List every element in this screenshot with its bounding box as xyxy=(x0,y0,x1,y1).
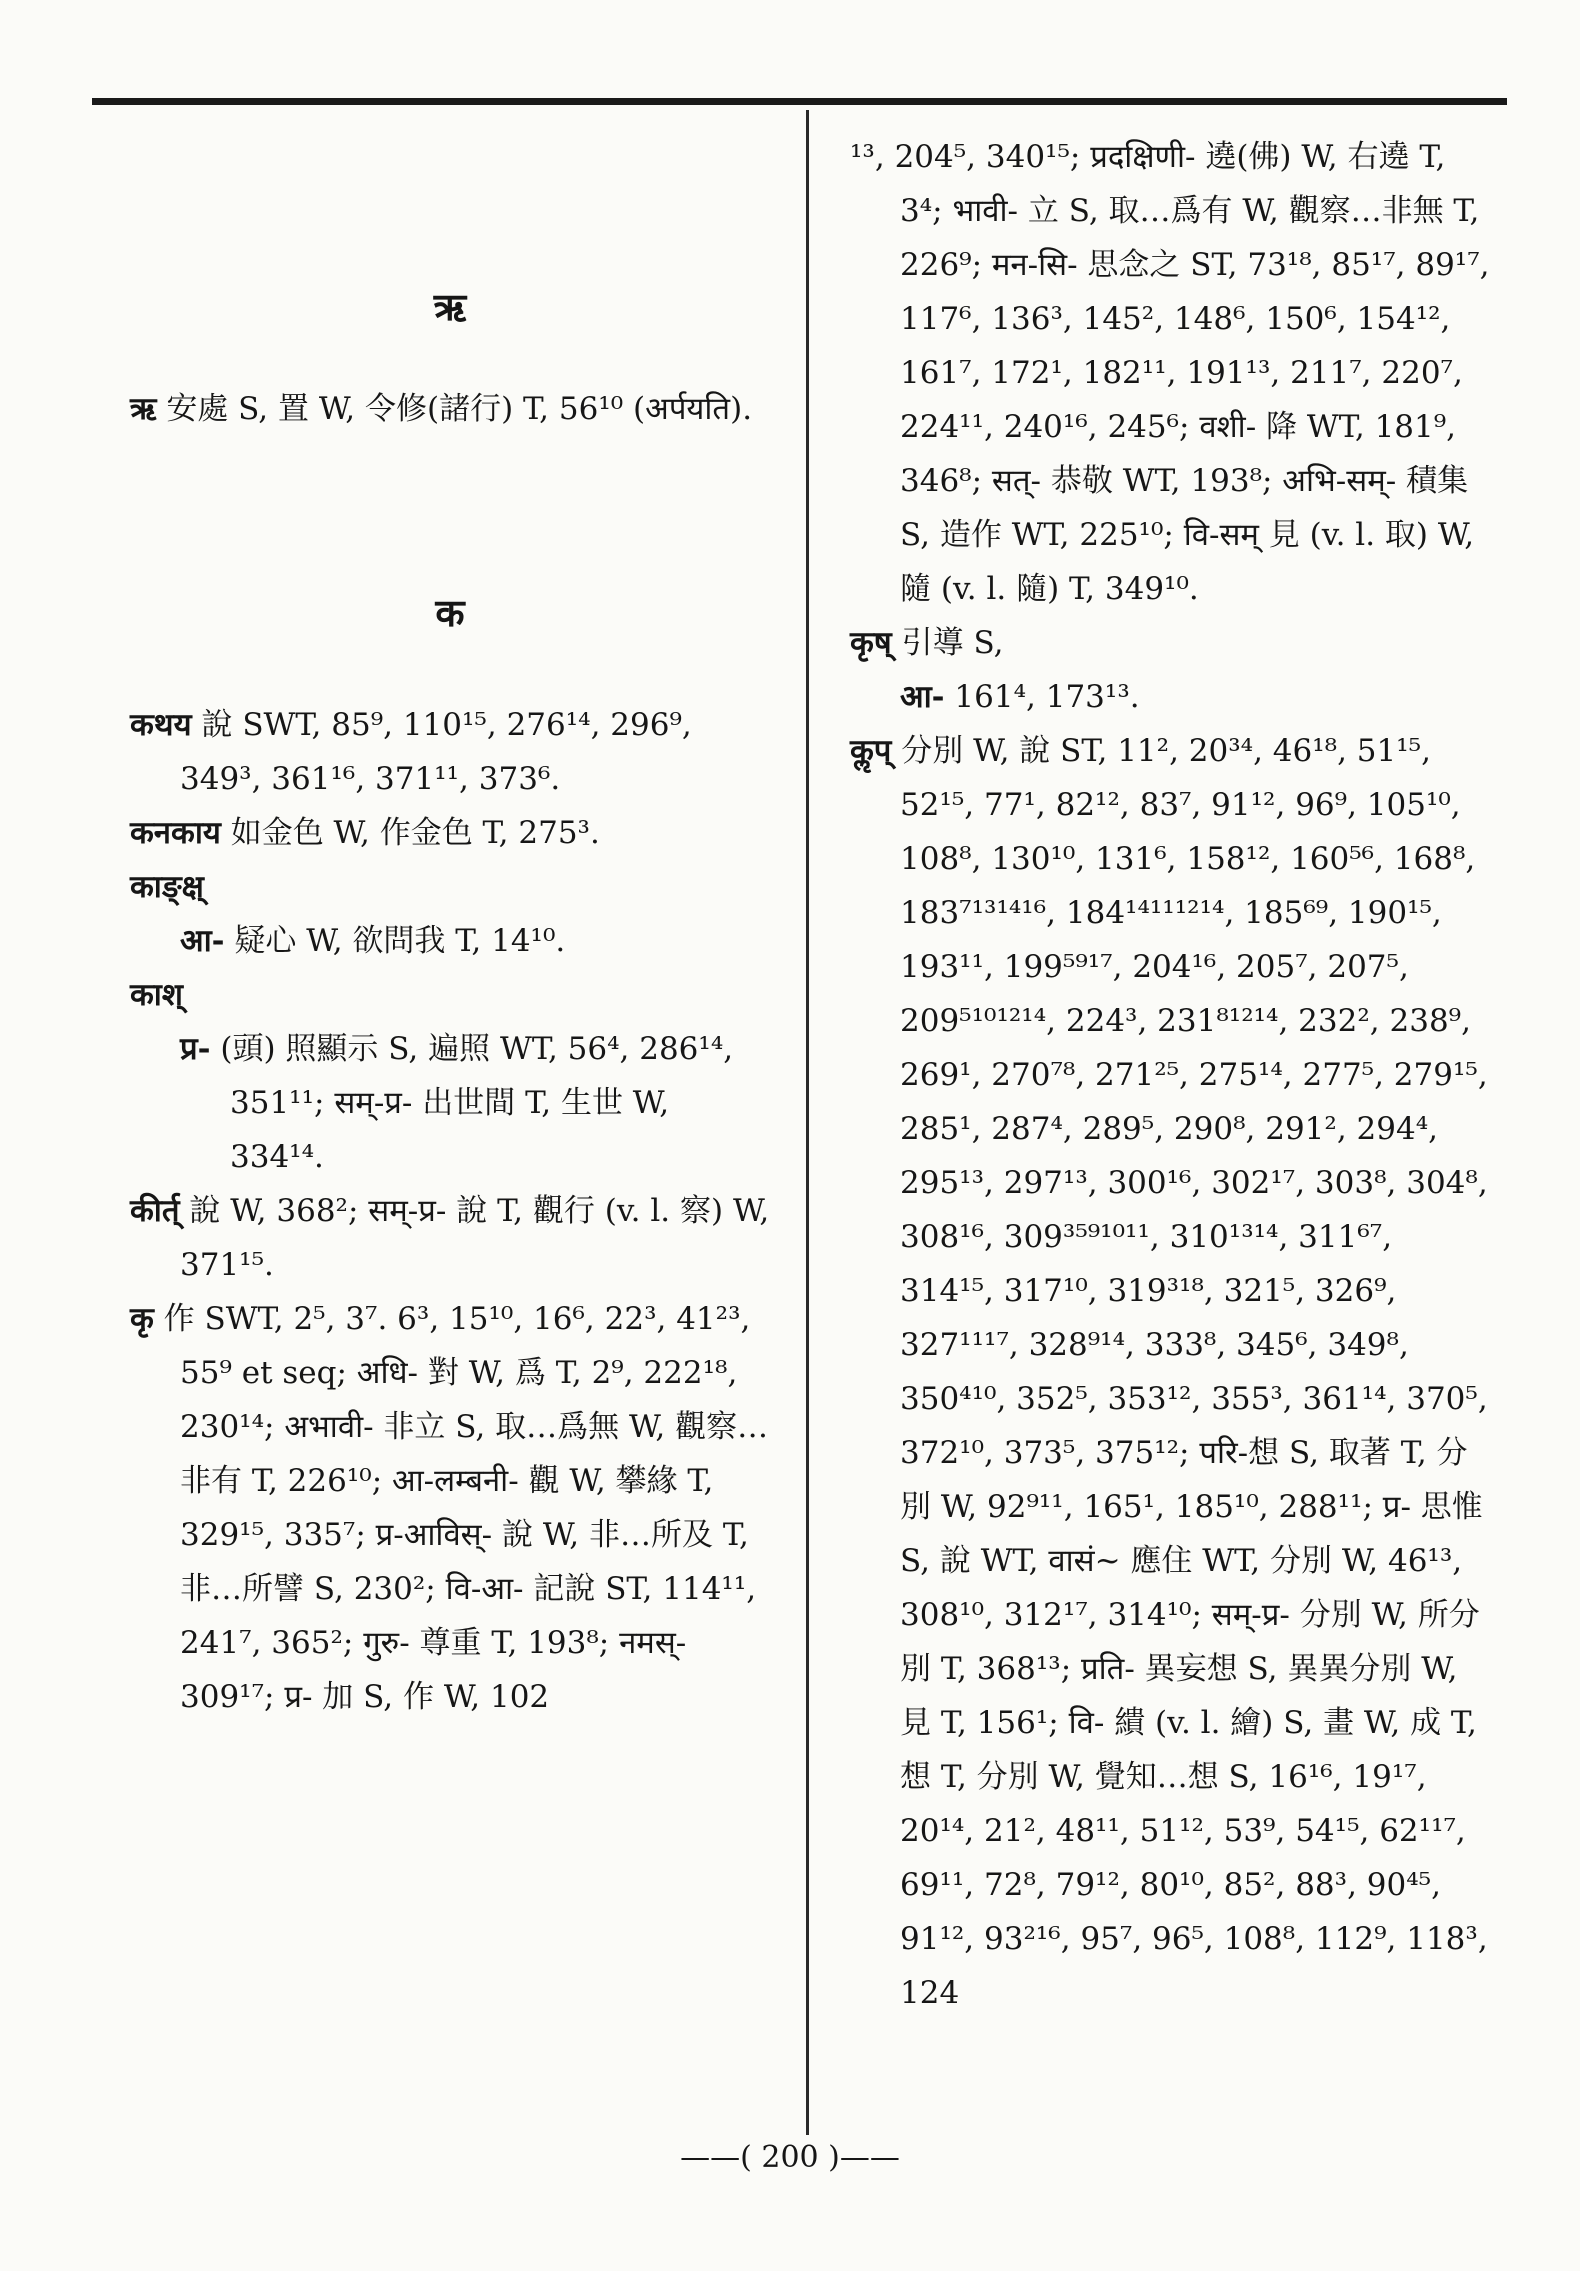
entry-text: 作 SWT, 2⁵, 3⁷. 6³, 15¹⁰, 16⁶, 22³, 41²³, 55⁹ et seq; अधि- 對 W, 爲 T, 2⁹, 222¹⁸, 230¹⁴; अभावी- 非立 S, 取…爲無 W, 觀察…非有 T, 226¹⁰; आ-लम्बनी- 觀 W, 攀緣 T, 329¹⁵, 335⁷; प्र-आविस्- 說 W, 非…所及 T, 非…所譬 S, 230²; वि-आ- 記說 ST, 114¹¹, 241⁷, 365²; गुरु- 尊重 T, 193⁸; नमस्- 309¹⁷; प्र- 加 S, 作 W, 102 xyxy=(163,1301,769,1715)
head-word: आ- xyxy=(900,679,945,715)
entry-text: 疑心 W, 欲問我 T, 14¹⁰. xyxy=(234,923,566,959)
entry-text: 說 SWT, 85⁹, 110¹⁵, 276¹⁴, 296⁹, 349³, 361¹⁶, 371¹¹, 373⁶. xyxy=(180,707,692,797)
dictionary-subentry xyxy=(180,1022,770,1184)
section-heading: ऋ xyxy=(433,284,467,329)
dictionary-subentry xyxy=(900,670,1490,724)
head-word: कृ xyxy=(130,1301,154,1337)
head-word: कनकाय xyxy=(130,815,221,851)
dictionary-entry xyxy=(130,1184,770,1292)
top-rule xyxy=(92,98,1507,105)
entry-text: ¹³, 204⁵, 340¹⁵; प्रदक्षिणी- 遶(佛) W, 右遶 T, 3⁴; भावी- 立 S, 取…爲有 W, 觀察…非無 T, 226⁹; मन-सि- 思念之 ST, 73¹⁸, 85¹⁷, 89¹⁷, 117⁶, 136³, 145², 148⁶, 150⁶, 154¹², 161⁷, 172¹, 182¹¹, 191¹³, 211⁷, 220⁷, 224¹¹, 240¹⁶, 245⁶; वशी- 降 WT, 181⁹, 346⁸; सत्- 恭敬 WT, 193⁸; अभि-सम्- 積集 S, 造作 WT, 225¹⁰; वि-सम् 見 (v. l. 取) W, 隨 (v. l. 隨) T, 349¹⁰. xyxy=(850,139,1490,607)
dictionary-entry xyxy=(130,860,770,914)
head-word: आ- xyxy=(180,923,225,959)
head-word: काङ्क्ष् xyxy=(130,869,204,905)
entry-text: 161⁴, 173¹³. xyxy=(954,679,1140,715)
column-divider xyxy=(806,110,809,2135)
entry-text: (頭) 照顯示 S, 遍照 WT, 56⁴, 286¹⁴, 351¹¹; सम्-प्र- 出世間 T, 生世 W, 334¹⁴. xyxy=(220,1031,734,1175)
left-column xyxy=(130,130,770,1724)
dictionary-entry xyxy=(130,698,770,806)
dictionary-entry xyxy=(130,1292,770,1724)
head-word: ऋ xyxy=(130,391,157,427)
entry-text: 分別 W, 說 ST, 11², 20³⁴, 46¹⁸, 51¹⁵, 52¹⁵, 77¹, 82¹², 83⁷, 91¹², 96⁹, 105¹⁰, 108⁸, 130¹⁰, 131⁶, 158¹², 160⁵⁶, 168⁸, 183⁷¹³¹⁴¹⁶, 184¹⁴¹¹¹²¹⁴, 185⁶⁹, 190¹⁵, 193¹¹, 199⁵⁹¹⁷, 204¹⁶, 205⁷, 207⁵, 209⁵¹⁰¹²¹⁴, 224³, 231⁸¹²¹⁴, 232², 238⁹, 269¹, 270⁷⁸, 271²⁵, 275¹⁴, 277⁵, 279¹⁵, 285¹, 287⁴, 289⁵, 290⁸, 291², 294⁴, 295¹³, 297¹³, 300¹⁶, 302¹⁷, 303⁸, 304⁸, 308¹⁶, 309³⁵⁹¹⁰¹¹, 310¹³¹⁴, 311⁶⁷, 314¹⁵, 317¹⁰, 319³¹⁸, 321⁵, 326⁹, 327¹¹¹⁷, 328⁹¹⁴, 333⁸, 345⁶, 349⁸, 350⁴¹⁰, 352⁵, 353¹², 355³, 361¹⁴, 370⁵, 372¹⁰, 373⁵, 375¹²; परि-想 S, 取著 T, 分別 W, 92⁹¹¹, 165¹, 185¹⁰, 288¹¹; प्र- 思惟 S, 說 WT, वासं~ 應住 WT, 分別 W, 46¹³, 308¹⁰, 312¹⁷, 314¹⁰; सम्-प्र- 分別 W, 所分別 T, 368¹³; प्रति- 異妄想 S, 異異分別 W, 見 T, 156¹; वि- 繢 (v. l. 繪) S, 畫 W, 成 T, 想 T, 分別 W, 覺知…想 S, 16¹⁶, 19¹⁷, 20¹⁴, 21², 48¹¹, 51¹², 53⁹, 54¹⁵, 62¹¹⁷, 69¹¹, 72⁸, 79¹², 80¹⁰, 85², 88³, 90⁴⁵, 91¹², 93²¹⁶, 95⁷, 96⁵, 108⁸, 112⁹, 118³, 124 xyxy=(900,733,1488,2011)
dictionary-entry xyxy=(130,806,770,860)
dictionary-entry xyxy=(130,382,770,436)
right-column xyxy=(850,130,1490,2020)
page-number: ——( 200 )—— xyxy=(680,2140,900,2175)
dictionary-entry xyxy=(850,616,1490,670)
entry-text: 安處 S, 置 W, 令修(諸行) T, 56¹⁰ (अर्पयति). xyxy=(166,391,753,427)
entry-text: 引導 S, xyxy=(901,625,1004,661)
entry-text: 如金色 W, 作金色 T, 275³. xyxy=(230,815,600,851)
dictionary-entry xyxy=(130,968,770,1022)
dictionary-entry-continued xyxy=(850,130,1490,616)
head-word: कॢप् xyxy=(850,733,892,769)
head-word: कीर्त् xyxy=(130,1193,180,1229)
dictionary-entry xyxy=(850,724,1490,2020)
head-word: काश् xyxy=(130,977,183,1013)
head-word: प्र- xyxy=(180,1031,211,1067)
head-word: कृष् xyxy=(850,625,892,661)
dictionary-subentry xyxy=(180,914,770,968)
section-heading: क xyxy=(435,590,465,635)
entry-text: 說 W, 368²; सम्-प्र- 說 T, 觀行 (v. l. 察) W, 371¹⁵. xyxy=(180,1193,770,1283)
head-word: कथय xyxy=(130,707,192,743)
